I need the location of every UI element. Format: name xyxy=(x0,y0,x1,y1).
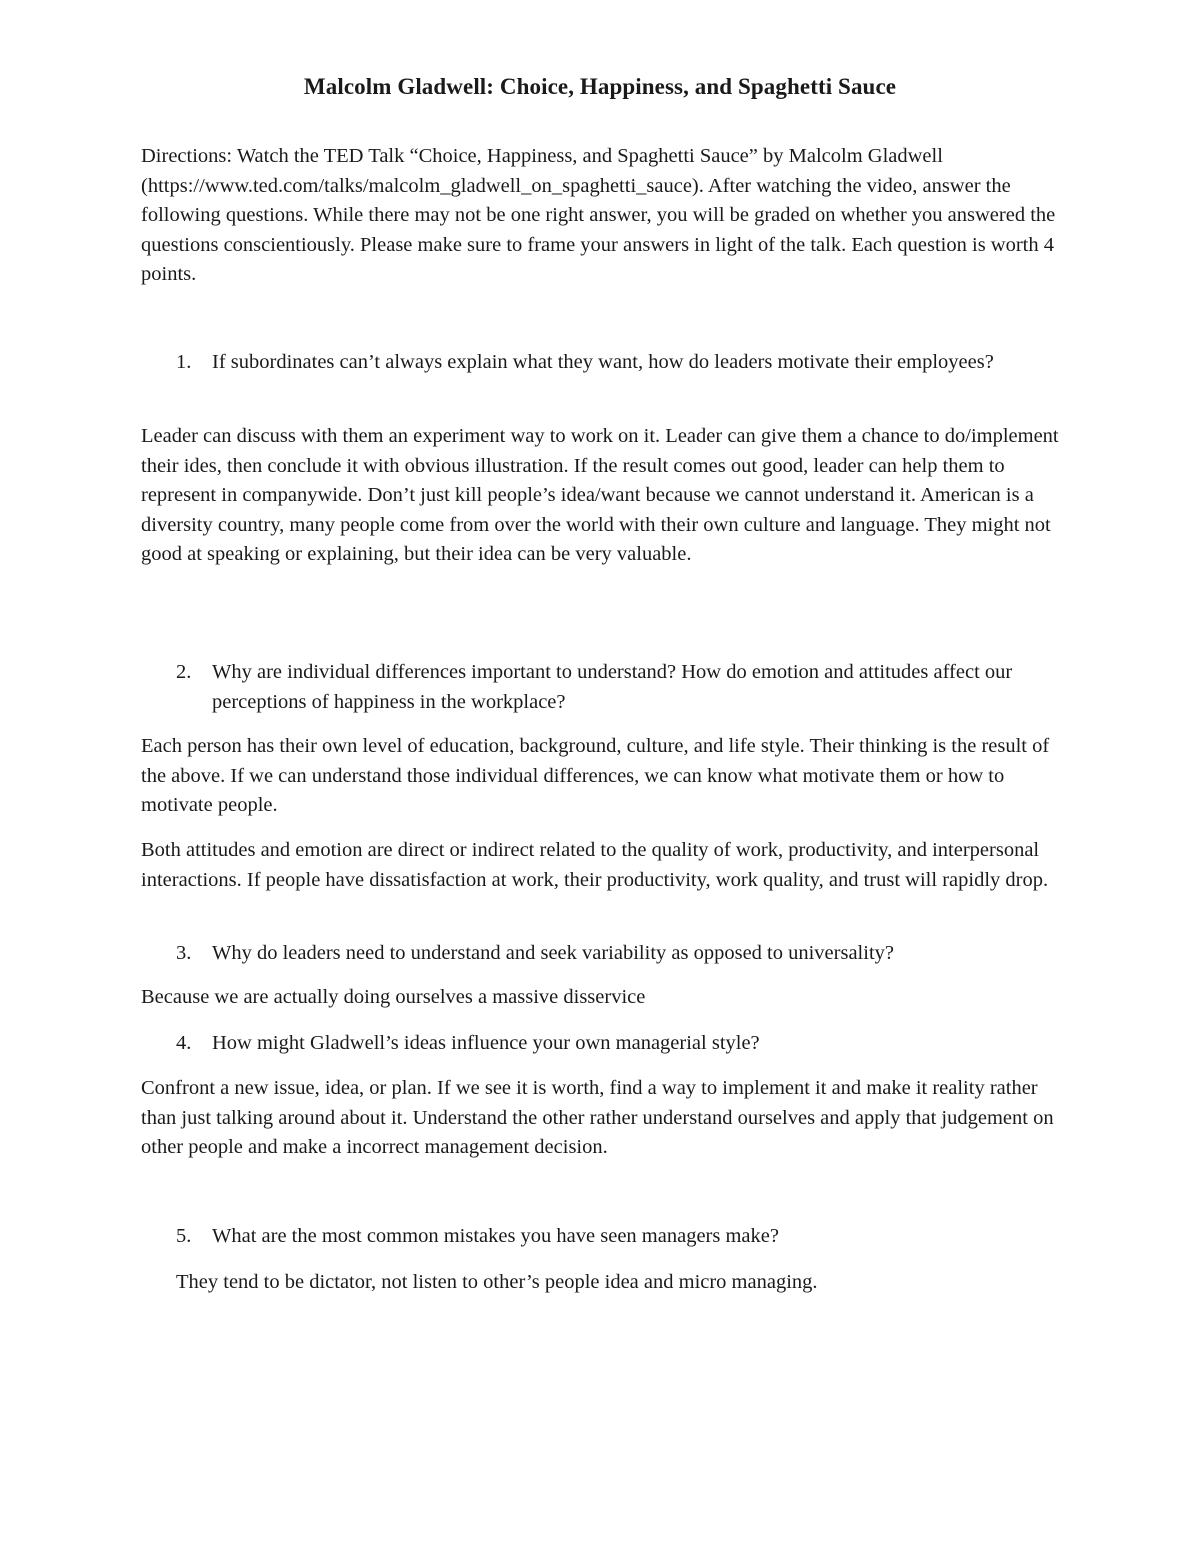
answer-2b: Both attitudes and emotion are direct or indirect related to the quality of work, productivity, and interpersonal interactions. If people have dissatisfaction at work, their productivity, work quality, and trust will rapidly drop. xyxy=(141,839,1049,891)
answer-3: Because we are actually doing ourselves a massive disservice xyxy=(141,986,646,1008)
question-4 xyxy=(176,1029,1056,1059)
question-2 xyxy=(176,658,1056,717)
document-title: Malcolm Gladwell: Choice, Happiness, and Spaghetti Sauce xyxy=(303,74,897,99)
question-1 xyxy=(176,348,1056,378)
answer-4: Confront a new issue, idea, or plan. If we see it is worth, find a way to implement it and make it reality rather than just talking around about it. Understand the other rather understand ourselves and apply that judgement on other people and make a incorrect management decision. xyxy=(141,1077,1054,1158)
question-number: 4. xyxy=(176,1032,192,1054)
question-text: What are the most common mistakes you have seen managers make? xyxy=(212,1225,779,1247)
question-number: 1. xyxy=(176,351,192,373)
question-text: Why are individual differences important to understand? How do emotion and attitudes affect our perceptions of happiness in the workplace? xyxy=(212,661,1013,713)
question-number: 2. xyxy=(176,661,192,683)
question-text: If subordinates can’t always explain what they want, how do leaders motivate their employees? xyxy=(212,351,994,373)
question-text: Why do leaders need to understand and seek variability as opposed to universality? xyxy=(212,942,894,964)
answer-2a: Each person has their own level of education, background, culture, and life style. Their thinking is the result of the above. If we can understand those individual differences, we can know what motivate them or how to motivate people. xyxy=(141,735,1050,816)
question-3 xyxy=(176,939,1056,969)
question-text: How might Gladwell’s ideas influence your own managerial style? xyxy=(212,1032,760,1054)
directions-paragraph: Directions: Watch the TED Talk “Choice, Happiness, and Spaghetti Sauce” by Malcolm Gladwell (https://www.ted.com/talks/malcolm_gladwell_on_spaghetti_sauce). After watching the video, answer the following questions. While there may not be one right answer, you will be graded on whether you answered the questions conscientiously. Please make sure to frame your answers in light of the talk. Each question is worth 4 points. xyxy=(141,145,1056,285)
question-number: 3. xyxy=(176,942,192,964)
question-number: 5. xyxy=(176,1225,192,1247)
question-5 xyxy=(176,1222,1056,1252)
answer-1: Leader can discuss with them an experiment way to work on it. Leader can give them a chance to do/implement their ides, then conclude it with obvious illustration. If the result comes out good, leader can help them to represent in companywide. Don’t just kill people’s idea/want because we cannot understand it. American is a diversity country, many people come from over the world with their own culture and language. They might not good at speaking or explaining, but their idea can be very valuable. xyxy=(141,425,1059,565)
answer-5: They tend to be dictator, not listen to other’s people idea and micro managing. xyxy=(176,1271,818,1293)
